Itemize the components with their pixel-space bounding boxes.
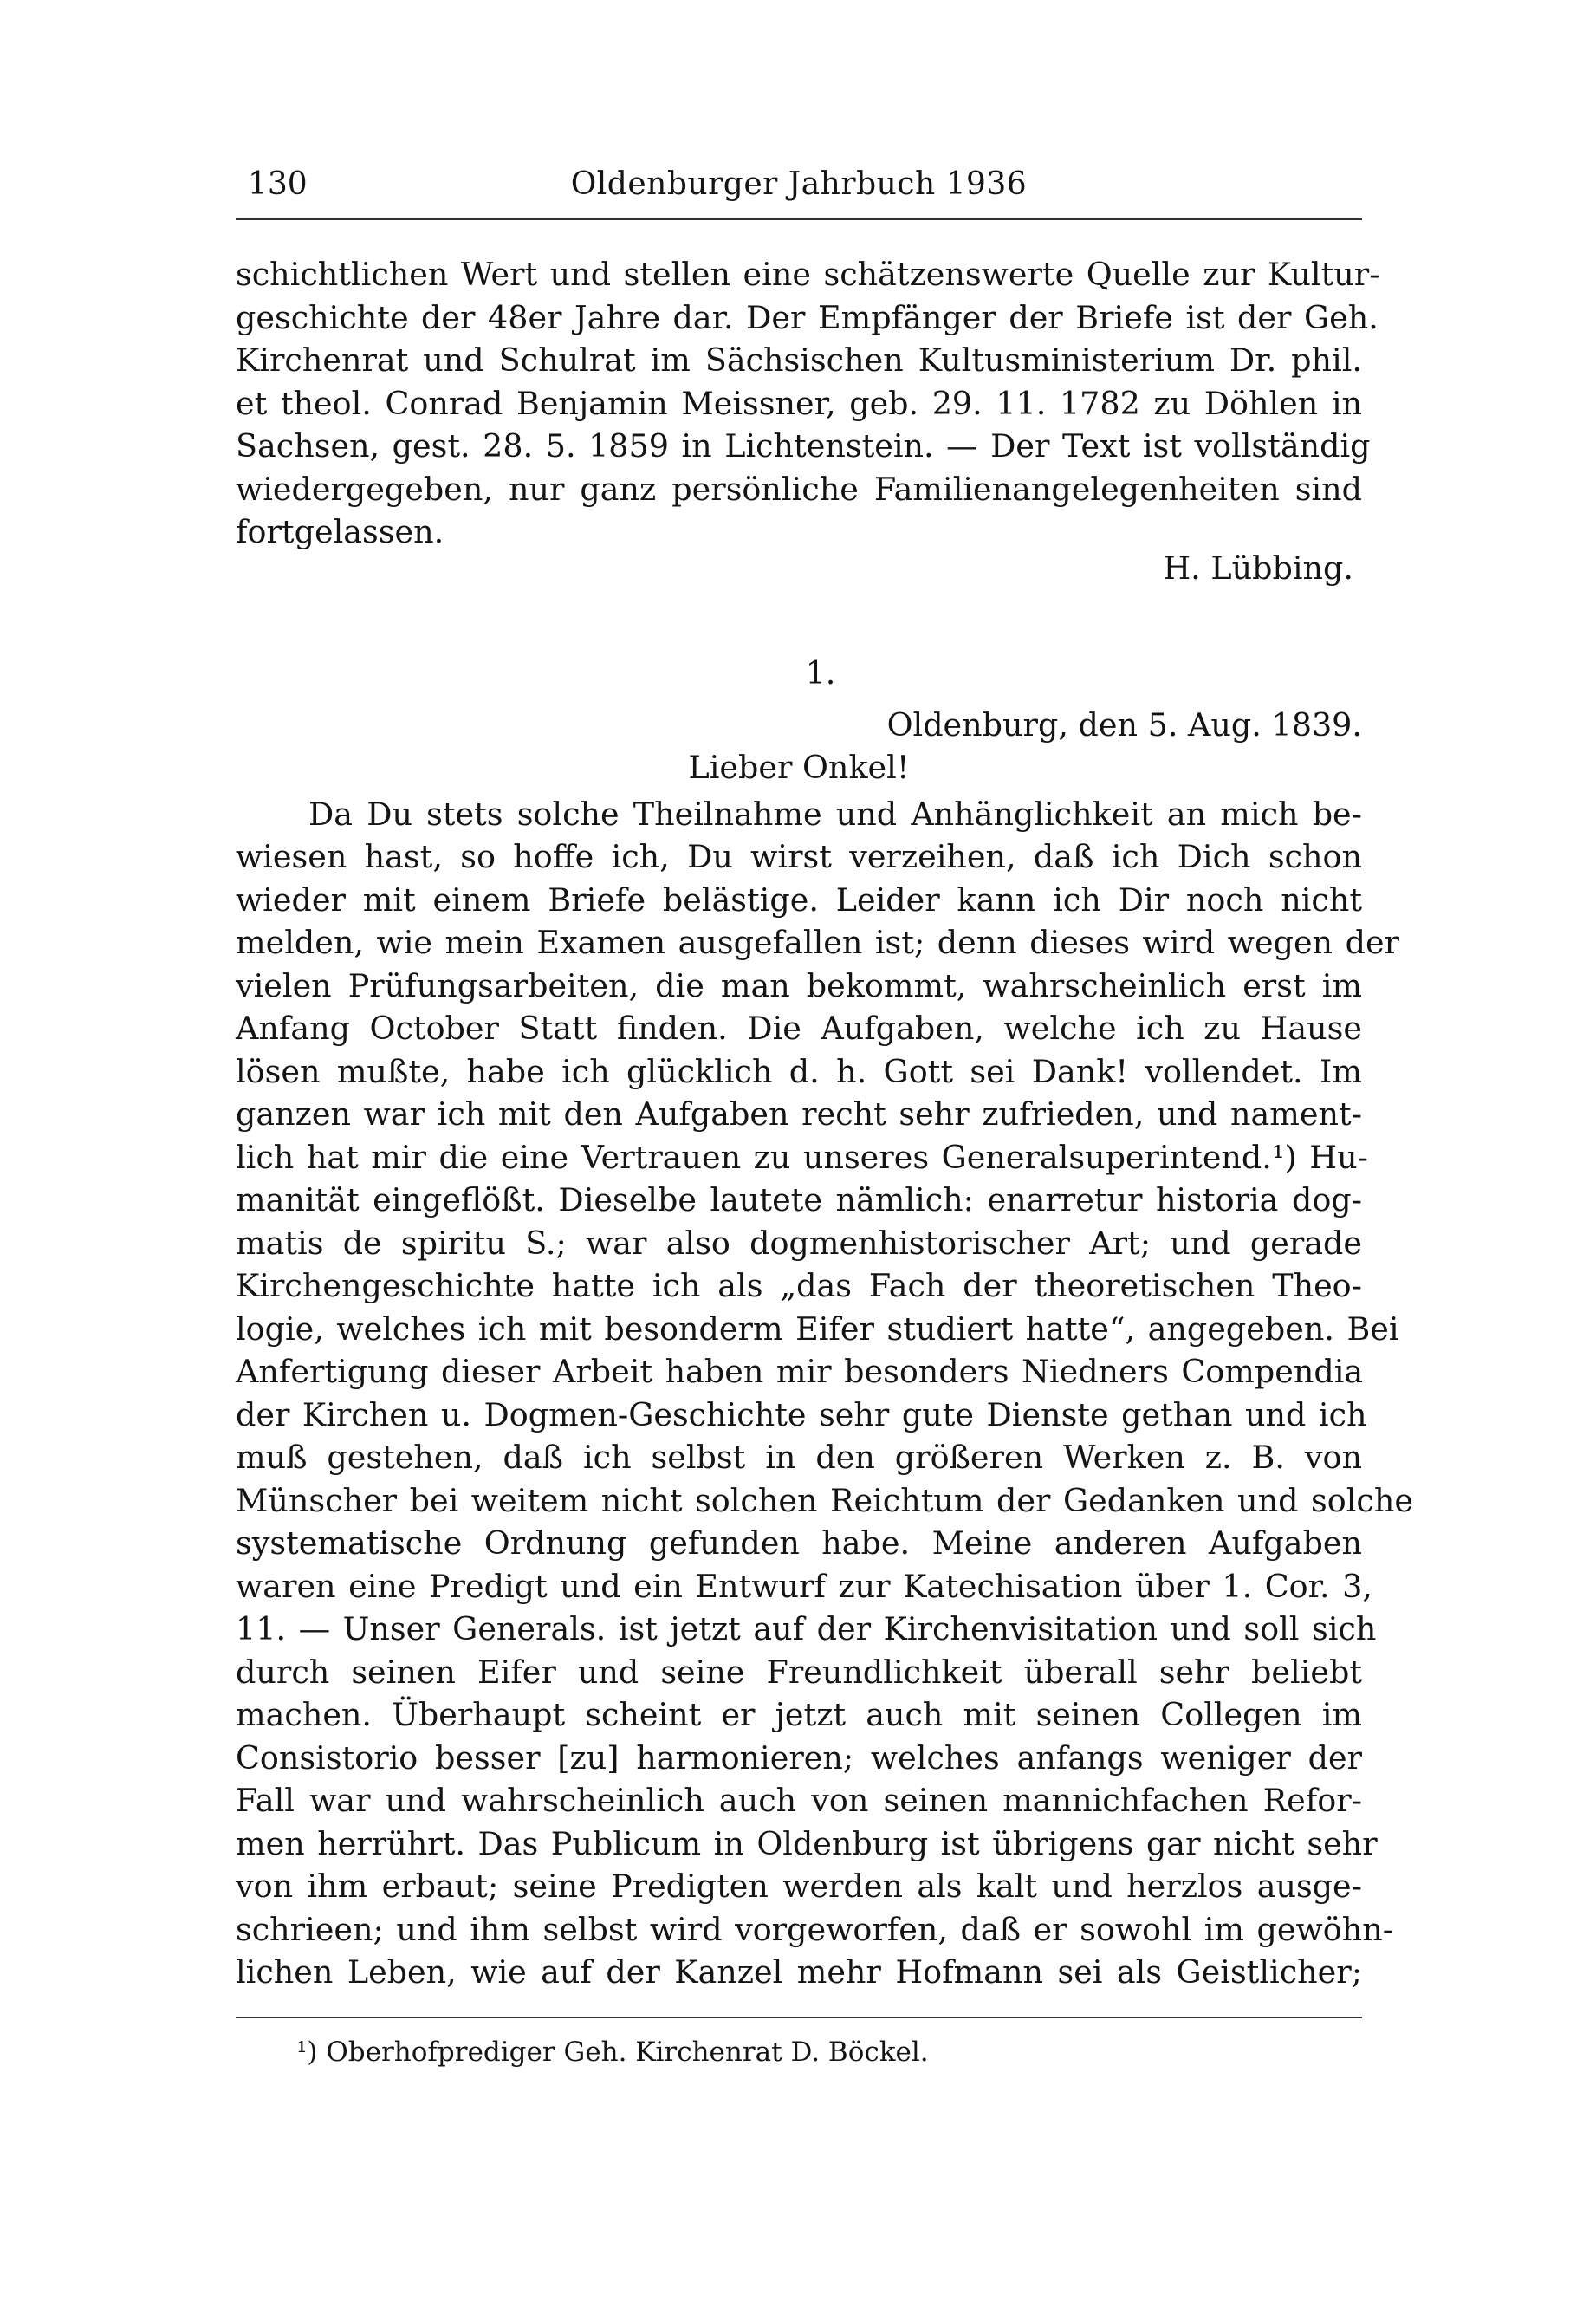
letter-line: durch seinen Eifer und seine Freundlichkeit überall sehr beliebt <box>236 1653 1362 1691</box>
letter-line: schrieen; und ihm selbst wird vorgeworfen, daß er sowohl im gewöhn- <box>236 1910 1394 1948</box>
letter-salutation: Lieber Onkel! <box>688 749 910 786</box>
running-head <box>236 165 1362 205</box>
intro-line: geschichte der 48er Jahre dar. Der Empfänger der Briefe ist der Geh. <box>236 298 1379 336</box>
journal-title: Oldenburger Jahrbuch 1936 <box>570 166 1028 202</box>
intro-paragraph <box>236 253 1380 554</box>
letter-line: Anfang October Statt finden. Die Aufgaben, welche ich zu Hause <box>236 1010 1362 1047</box>
letter-line: Anfertigung dieser Arbeit haben mir besonders Niedners Compendia <box>236 1353 1364 1390</box>
letter-line: vielen Prüfungsarbeiten, die man bekommt, wahrscheinlich erst im <box>236 966 1362 1004</box>
letter-line: lichen Leben, wie auf der Kanzel mehr Hofmann sei als Geistlicher; <box>236 1953 1362 1991</box>
intro-line: Sachsen, gest. 28. 5. 1859 in Lichtenstein. — Der Text ist vollständig <box>236 427 1371 465</box>
intro-line: fortgelassen. <box>236 513 444 550</box>
intro-line: wiedergegeben, nur ganz persönliche Familienangelegenheiten sind <box>236 470 1362 508</box>
letter-line: Fall war und wahrscheinlich auch von seinen mannichfachen Refor- <box>236 1782 1362 1819</box>
letter-line: logie, welches ich mit besonderm Eifer studiert hatte“, angegeben. Bei <box>236 1309 1399 1348</box>
letter-line: Kirchengeschichte hatte ich als „das Fach der theoretischen Theo- <box>236 1267 1362 1304</box>
letter-line: lich hat mir die eine Vertrauen zu unseres Generalsuperintend.¹) Hu- <box>236 1138 1368 1176</box>
letter-line: von ihm erbaut; seine Predigten werden als kalt und herzlos ausge- <box>236 1868 1362 1905</box>
letter-body <box>236 793 1413 1994</box>
letter-line: melden, wie mein Examen ausgefallen ist; denn dieses wird wegen der <box>236 924 1400 961</box>
letter-line: muß gestehen, daß ich selbst in den größeren Werken z. B. von <box>236 1439 1362 1476</box>
letter-line: manität eingeflößt. Dieselbe lautete nämlich: enarretur historia dog- <box>236 1181 1362 1218</box>
footnote-rule <box>236 2017 1362 2018</box>
footnote: ¹) Oberhofprediger Geh. Kirchenrat D. Böckel. <box>296 2036 929 2068</box>
letter-line: lösen mußte, habe ich glücklich d. h. Gott sei Dank! vollendet. Im <box>236 1052 1362 1090</box>
letter-line: Da Du stets solche Theilnahme und Anhänglichkeit an mich be- <box>308 795 1362 833</box>
page-number: 130 <box>248 166 308 202</box>
letter-line: 11. — Unser Generals. ist jetzt auf der Kirchenvisitation und soll sich <box>236 1610 1377 1647</box>
intro-line: Kirchenrat und Schulrat im Sächsischen Kultusministerium Dr. phil. <box>236 341 1362 379</box>
intro-line: schichtlichen Wert und stellen eine schätzenswerte Quelle zur Kultur- <box>236 256 1380 293</box>
letter-line: Consistorio besser [zu] harmonieren; welches anfangs weniger der <box>236 1738 1362 1777</box>
letter-line: Münscher bei weitem nicht solchen Reichtum der Gedanken und solche <box>236 1481 1413 1519</box>
letter-line: matis de spiritu S.; war also dogmenhistorischer Art; und gerade <box>236 1224 1362 1262</box>
letter-place-date: Oldenburg, den 5. Aug. 1839. <box>886 705 1362 744</box>
letter-line: ganzen war ich mit den Aufgaben recht sehr zufrieden, und nament- <box>236 1095 1362 1133</box>
author-signature: H. Lübbing. <box>1163 549 1353 587</box>
letter-line: wiesen hast, so hoffe ich, Du wirst verzeihen, daß ich Dich schon <box>236 838 1362 875</box>
letter-line: machen. Überhaupt scheint er jetzt auch mit seinen Collegen im <box>236 1696 1362 1733</box>
header-rule <box>236 218 1362 220</box>
letter-line: der Kirchen u. Dogmen-Geschichte sehr gute Dienste gethan und ich <box>236 1395 1367 1433</box>
letter-number: 1. <box>805 654 836 692</box>
letter-line: men herrührt. Das Publicum in Oldenburg ist übrigens gar nicht sehr <box>236 1824 1378 1862</box>
book-page <box>236 165 1413 2070</box>
letter-line: wieder mit einem Briefe belästige. Leider kann ich Dir noch nicht <box>236 880 1362 919</box>
intro-line: et theol. Conrad Benjamin Meissner, geb. 29. 11. 1782 zu Döhlen in <box>236 384 1362 422</box>
letter-line: waren eine Predigt und ein Entwurf zur Katechisation über 1. Cor. 3, <box>236 1567 1372 1605</box>
letter-line: systematische Ordnung gefunden habe. Meine anderen Aufgaben <box>236 1524 1362 1562</box>
